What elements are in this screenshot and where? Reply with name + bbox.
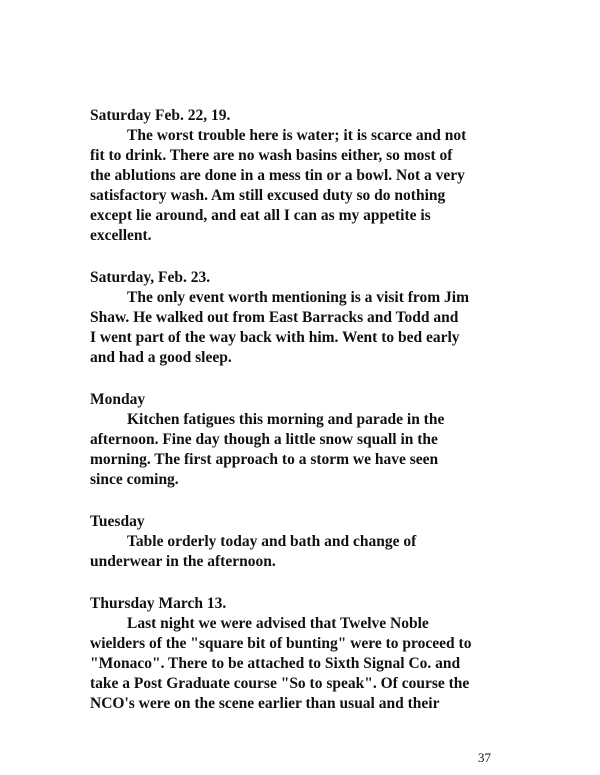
diary-entry-tuesday — [90, 512, 570, 572]
text-line: morning. The first approach to a storm we have seen — [90, 451, 439, 468]
diary-entry-march-13 — [90, 594, 570, 714]
text-line: Table orderly today and bath and change of — [127, 533, 417, 550]
text-line: "Monaco". There to be attached to Sixth Signal Co. and — [90, 655, 461, 672]
text-line: I went part of the way back with him. Went to bed early — [90, 329, 460, 346]
text-line: NCO's were on the scene earlier than usual and their — [90, 695, 440, 712]
diary-entry-feb-22 — [90, 106, 570, 246]
text-line: underwear in the afternoon. — [90, 553, 276, 570]
diary-entry-feb-23 — [90, 268, 570, 368]
entry-heading: Thursday March 13. — [90, 595, 227, 612]
text-line: afternoon. Fine day though a little snow squall in the — [90, 431, 438, 448]
page-number: 37 — [478, 750, 491, 765]
text-line: since coming. — [90, 471, 179, 488]
entry-heading: Saturday, Feb. 23. — [90, 269, 211, 286]
text-line: The worst trouble here is water; it is scarce and not — [127, 127, 467, 144]
text-line: Shaw. He walked out from East Barracks and Todd and — [90, 309, 459, 326]
entry-heading: Saturday Feb. 22, 19. — [90, 107, 231, 124]
text-line: excellent. — [90, 227, 152, 244]
text-line: The only event worth mentioning is a visit from Jim — [127, 289, 469, 306]
text-line: take a Post Graduate course "So to speak". Of course the — [90, 675, 470, 692]
text-line: except lie around, and eat all I can as my appetite is — [90, 207, 431, 224]
text-line: Kitchen fatigues this morning and parade in the — [127, 411, 445, 428]
text-line: the ablutions are done in a mess tin or a bowl. Not a very — [90, 167, 465, 184]
text-line: wielders of the "square bit of bunting" were to proceed to — [90, 635, 472, 652]
text-line: Last night we were advised that Twelve Noble — [127, 615, 429, 632]
document-body — [90, 106, 570, 736]
text-line: and had a good sleep. — [90, 349, 232, 366]
diary-entry-monday — [90, 390, 570, 490]
entry-heading: Monday — [90, 391, 146, 408]
entry-heading: Tuesday — [90, 513, 145, 530]
text-line: satisfactory wash. Am still excused duty so do nothing — [90, 187, 446, 204]
text-line: fit to drink. There are no wash basins either, so most of — [90, 147, 453, 164]
